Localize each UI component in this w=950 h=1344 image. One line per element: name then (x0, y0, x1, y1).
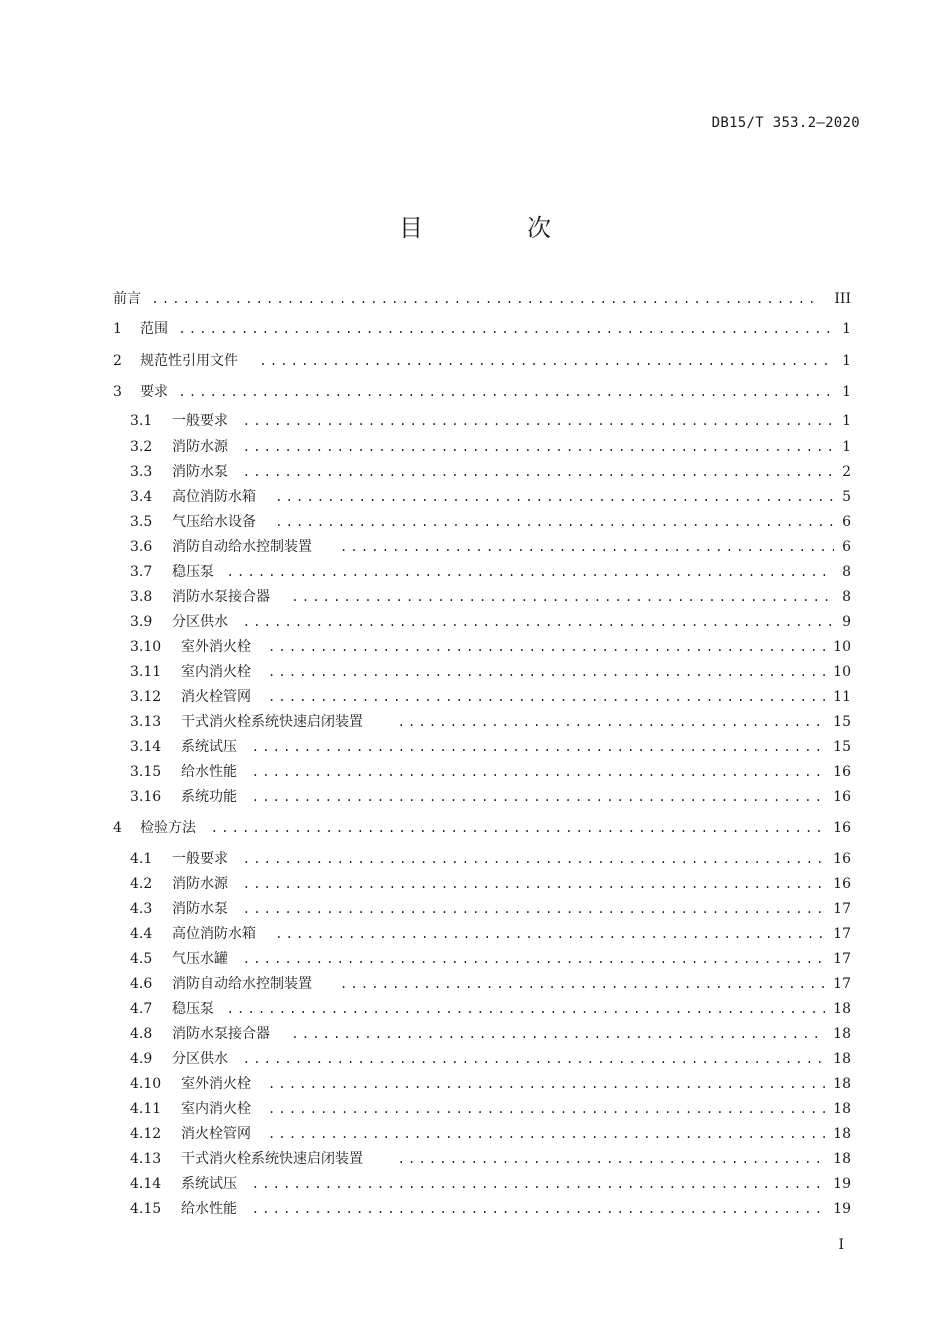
page-number: I (838, 1237, 844, 1253)
toc-entry-title: 气压水罐 (172, 951, 228, 967)
toc-entry[interactable] (0, 511, 950, 533)
toc-dot-leader (178, 318, 834, 340)
toc-entry-number: 3 (113, 384, 122, 400)
toc-entry-page: 1 (842, 439, 851, 455)
toc-entry-page: 1 (842, 384, 851, 400)
toc-entry-number: 3.9 (130, 614, 153, 630)
toc-dot-leader (340, 536, 834, 558)
toc-entry[interactable] (0, 461, 950, 483)
toc-dot-leader (291, 1023, 825, 1045)
toc-entry[interactable] (0, 686, 950, 708)
toc-entry[interactable] (0, 350, 950, 372)
toc-entry-title: 稳压泵 (172, 1001, 214, 1017)
toc-entry-title: 系统试压 (181, 739, 237, 755)
toc-entry-title: 前言 (113, 291, 141, 307)
toc-dot-leader (252, 1198, 825, 1220)
toc-dot-leader (243, 873, 825, 895)
toc-entry-title: 室内消火栓 (181, 664, 251, 680)
toc-dot-leader (291, 586, 834, 608)
toc-entry-page: 1 (842, 413, 851, 429)
toc-entry[interactable] (0, 948, 950, 970)
toc-entry-page: 17 (833, 901, 851, 917)
document-code: DB15/T 353.2—2020 (711, 115, 860, 131)
toc-entry-number: 4.1 (130, 851, 153, 867)
toc-entry-number: 3.11 (130, 664, 162, 680)
toc-entry-number: 3.8 (130, 589, 153, 605)
toc-entry-page: 1 (842, 353, 851, 369)
toc-entry-number: 3.12 (130, 689, 162, 705)
toc-entry-title: 消防水泵 (172, 464, 228, 480)
toc-entry-page: 18 (833, 1151, 851, 1167)
toc-dot-leader (243, 410, 834, 432)
toc-dot-leader (243, 898, 825, 920)
toc-dot-leader (211, 817, 825, 839)
toc-entry-title: 消火栓管网 (181, 689, 251, 705)
toc-entry[interactable] (0, 561, 950, 583)
toc-entry-page: 5 (842, 489, 851, 505)
toc-entry-page: 2 (842, 464, 851, 480)
toc-entry-page: 18 (833, 1001, 851, 1017)
toc-entry-number: 3.16 (130, 789, 162, 805)
toc-entry-number: 3.1 (130, 413, 153, 429)
toc-dot-leader (275, 923, 825, 945)
toc-entry-number: 4.7 (130, 1001, 153, 1017)
toc-entry-title: 消防水泵接合器 (172, 589, 270, 605)
toc-entry-page: 16 (833, 876, 851, 892)
toc-entry-page: 16 (833, 789, 851, 805)
toc-entry-number: 4.15 (130, 1201, 162, 1217)
toc-dot-leader (259, 350, 834, 372)
toc-entry[interactable] (0, 288, 950, 310)
toc-dot-leader (398, 711, 825, 733)
toc-entry-title: 分区供水 (172, 614, 228, 630)
toc-entry[interactable] (0, 1148, 950, 1170)
toc-dot-leader (252, 761, 825, 783)
toc-entry[interactable] (0, 410, 950, 432)
toc-entry[interactable] (0, 923, 950, 945)
toc-dot-leader (268, 661, 825, 683)
toc-entry-title: 消防水源 (172, 439, 228, 455)
toc-entry-number: 3.2 (130, 439, 153, 455)
toc-entry[interactable] (0, 898, 950, 920)
toc-entry-number: 4.4 (130, 926, 153, 942)
toc-entry-page: 10 (833, 639, 851, 655)
toc-dot-leader (243, 848, 825, 870)
toc-entry-title: 要求 (140, 384, 168, 400)
toc-entry-title: 稳压泵 (172, 564, 214, 580)
toc-dot-leader (268, 1098, 825, 1120)
toc-entry[interactable] (0, 1048, 950, 1070)
toc-dot-leader (227, 998, 825, 1020)
toc-entry-page: 9 (842, 614, 851, 630)
toc-entry-title: 消防自动给水控制装置 (172, 976, 312, 992)
toc-entry-title: 室内消火栓 (181, 1101, 251, 1117)
toc-dot-leader (275, 486, 834, 508)
toc-entry[interactable] (0, 1073, 950, 1095)
toc-entry-title: 室外消火栓 (181, 1076, 251, 1092)
toc-entry[interactable] (0, 873, 950, 895)
toc-entry-title: 规范性引用文件 (140, 353, 238, 369)
toc-entry-title: 干式消火栓系统快速启闭装置 (181, 1151, 363, 1167)
toc-dot-leader (252, 1173, 825, 1195)
toc-entry-number: 4.5 (130, 951, 153, 967)
toc-entry[interactable] (0, 817, 950, 839)
toc-dot-leader (268, 686, 825, 708)
toc-dot-leader (243, 436, 834, 458)
toc-entry-number: 4.8 (130, 1026, 153, 1042)
toc-entry[interactable] (0, 1023, 950, 1045)
toc-dot-leader (178, 381, 834, 403)
toc-entry-title: 消防水泵 (172, 901, 228, 917)
toc-dot-leader (243, 948, 825, 970)
toc-entry[interactable] (0, 318, 950, 340)
toc-entry-title: 分区供水 (172, 1051, 228, 1067)
toc-entry-number: 4.9 (130, 1051, 153, 1067)
toc-entry-page: III (834, 291, 851, 307)
toc-entry-number: 4.10 (130, 1076, 162, 1092)
toc-dot-leader (275, 511, 834, 533)
toc-entry-title: 范围 (140, 321, 168, 337)
toc-dot-leader (252, 736, 825, 758)
toc-dot-leader (340, 973, 825, 995)
toc-entry-page: 16 (833, 851, 851, 867)
toc-entry[interactable] (0, 761, 950, 783)
toc-entry-title: 消防水泵接合器 (172, 1026, 270, 1042)
toc-entry-page: 6 (842, 514, 851, 530)
toc-entry[interactable] (0, 436, 950, 458)
toc-entry-page: 8 (842, 564, 851, 580)
toc-entry[interactable] (0, 1198, 950, 1220)
toc-entry-page: 17 (833, 951, 851, 967)
toc-entry-title: 干式消火栓系统快速启闭装置 (181, 714, 363, 730)
toc-entry-title: 给水性能 (181, 1201, 237, 1217)
toc-dot-leader (268, 636, 825, 658)
toc-entry[interactable] (0, 661, 950, 683)
toc-entry[interactable] (0, 536, 950, 558)
toc-entry-page: 17 (833, 976, 851, 992)
toc-entry-page: 1 (842, 321, 851, 337)
toc-entry-page: 15 (833, 739, 851, 755)
toc-entry[interactable] (0, 736, 950, 758)
toc-dot-leader (227, 561, 834, 583)
toc-entry-title: 消火栓管网 (181, 1126, 251, 1142)
page-title: 目 次 (399, 214, 591, 242)
toc-entry-page: 19 (833, 1201, 851, 1217)
toc-entry-page: 19 (833, 1176, 851, 1192)
toc-entry-number: 3.5 (130, 514, 153, 530)
toc-entry-number: 4.2 (130, 876, 153, 892)
toc-entry-title: 一般要求 (172, 413, 228, 429)
toc-entry-page: 16 (833, 764, 851, 780)
toc-dot-leader (268, 1073, 825, 1095)
toc-dot-leader (243, 461, 834, 483)
toc-entry[interactable] (0, 1173, 950, 1195)
toc-entry-page: 17 (833, 926, 851, 942)
toc-entry[interactable] (0, 486, 950, 508)
toc-entry[interactable] (0, 973, 950, 995)
toc-entry-number: 2 (113, 353, 122, 369)
toc-entry-title: 系统功能 (181, 789, 237, 805)
toc-entry-number: 3.15 (130, 764, 162, 780)
toc-dot-leader (252, 786, 825, 808)
toc-entry-page: 18 (833, 1126, 851, 1142)
toc-entry-title: 系统试压 (181, 1176, 237, 1192)
toc-entry-number: 3.13 (130, 714, 162, 730)
toc-entry[interactable] (0, 848, 950, 870)
toc-entry-title: 一般要求 (172, 851, 228, 867)
toc-entry-page: 18 (833, 1051, 851, 1067)
toc-entry-title: 高位消防水箱 (172, 489, 256, 505)
toc-entry-page: 18 (833, 1101, 851, 1117)
toc-entry-number: 4.11 (130, 1101, 162, 1117)
toc-entry-title: 消防水源 (172, 876, 228, 892)
toc-dot-leader (398, 1148, 825, 1170)
toc-entry-page: 18 (833, 1026, 851, 1042)
toc-entry-number: 3.4 (130, 489, 153, 505)
toc-entry-number: 3.7 (130, 564, 153, 580)
toc-entry[interactable] (0, 786, 950, 808)
toc-entry-title: 给水性能 (181, 764, 237, 780)
toc-entry[interactable] (0, 586, 950, 608)
toc-entry[interactable] (0, 1098, 950, 1120)
toc-entry-number: 4.14 (130, 1176, 162, 1192)
toc-entry-page: 10 (833, 664, 851, 680)
toc-entry-number: 4.13 (130, 1151, 162, 1167)
toc-entry[interactable] (0, 636, 950, 658)
toc-entry[interactable] (0, 1123, 950, 1145)
toc-entry-number: 3.3 (130, 464, 153, 480)
toc-entry[interactable] (0, 381, 950, 403)
toc-entry-number: 4.12 (130, 1126, 162, 1142)
toc-entry-title: 高位消防水箱 (172, 926, 256, 942)
toc-entry-title: 气压给水设备 (172, 514, 256, 530)
toc-entry-page: 16 (833, 820, 851, 836)
toc-entry-page: 15 (833, 714, 851, 730)
toc-entry-number: 4.3 (130, 901, 153, 917)
toc-entry-page: 11 (833, 689, 851, 705)
toc-entry-page: 8 (842, 589, 851, 605)
toc-dot-leader (151, 288, 816, 310)
toc-entry-title: 室外消火栓 (181, 639, 251, 655)
toc-entry-number: 3.6 (130, 539, 153, 555)
toc-entry-page: 18 (833, 1076, 851, 1092)
toc-entry-title: 检验方法 (140, 820, 196, 836)
toc-dot-leader (268, 1123, 825, 1145)
toc-entry-number: 4 (113, 820, 122, 836)
toc-entry-number: 3.10 (130, 639, 162, 655)
toc-entry[interactable] (0, 711, 950, 733)
toc-entry-number: 1 (113, 321, 122, 337)
toc-entry[interactable] (0, 998, 950, 1020)
toc-dot-leader (243, 1048, 825, 1070)
toc-entry-page: 6 (842, 539, 851, 555)
toc-entry-number: 3.14 (130, 739, 162, 755)
toc-entry-title: 消防自动给水控制装置 (172, 539, 312, 555)
toc-entry-number: 4.6 (130, 976, 153, 992)
toc-entry[interactable] (0, 611, 950, 633)
toc-dot-leader (243, 611, 834, 633)
